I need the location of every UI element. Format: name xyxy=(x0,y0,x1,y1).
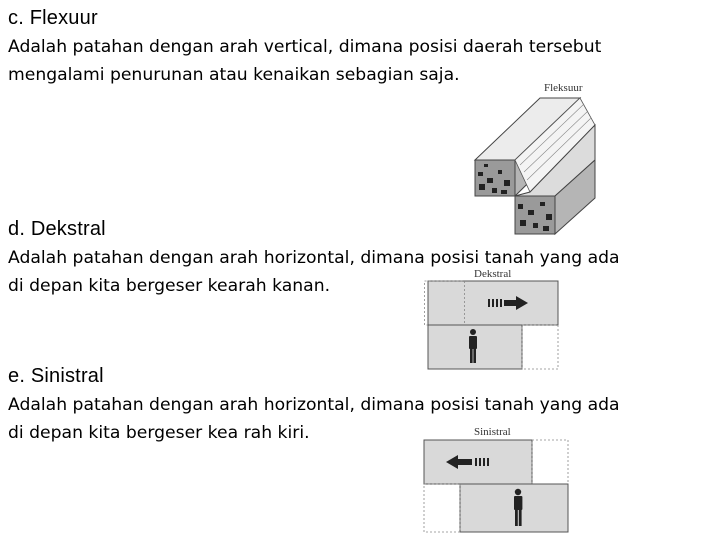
heading-sinistral: e. Sinistral xyxy=(8,365,104,387)
heading-dekstral: d. Dekstral xyxy=(8,218,106,240)
dekstral-diagram xyxy=(424,266,564,370)
dekstral-label: Dekstral xyxy=(474,268,512,280)
paragraph-sinistral-line-2: di depan kita bergeser kea rah kiri. xyxy=(8,423,310,443)
sinistral-diagram xyxy=(420,424,570,536)
paragraph-sinistral-line-1: Adalah patahan dengan arah horizontal, dimana posisi tanah yang ada xyxy=(8,395,620,415)
sinistral-label: Sinistral xyxy=(474,426,511,438)
fleksuur-diagram xyxy=(470,80,610,235)
paragraph-flexuur-line-1: Adalah patahan dengan arah vertical, dimana posisi daerah tersebut xyxy=(8,37,602,57)
paragraph-dekstral-line-1: Adalah patahan dengan arah horizontal, dimana posisi tanah yang ada xyxy=(8,248,620,268)
paragraph-flexuur-line-2: mengalami penurunan atau kenaikan sebagian saja. xyxy=(8,65,460,85)
fleksuur-label: Fleksuur xyxy=(544,82,583,94)
paragraph-dekstral-line-2: di depan kita bergeser kearah kanan. xyxy=(8,276,331,296)
heading-flexuur: c. Flexuur xyxy=(8,7,98,29)
